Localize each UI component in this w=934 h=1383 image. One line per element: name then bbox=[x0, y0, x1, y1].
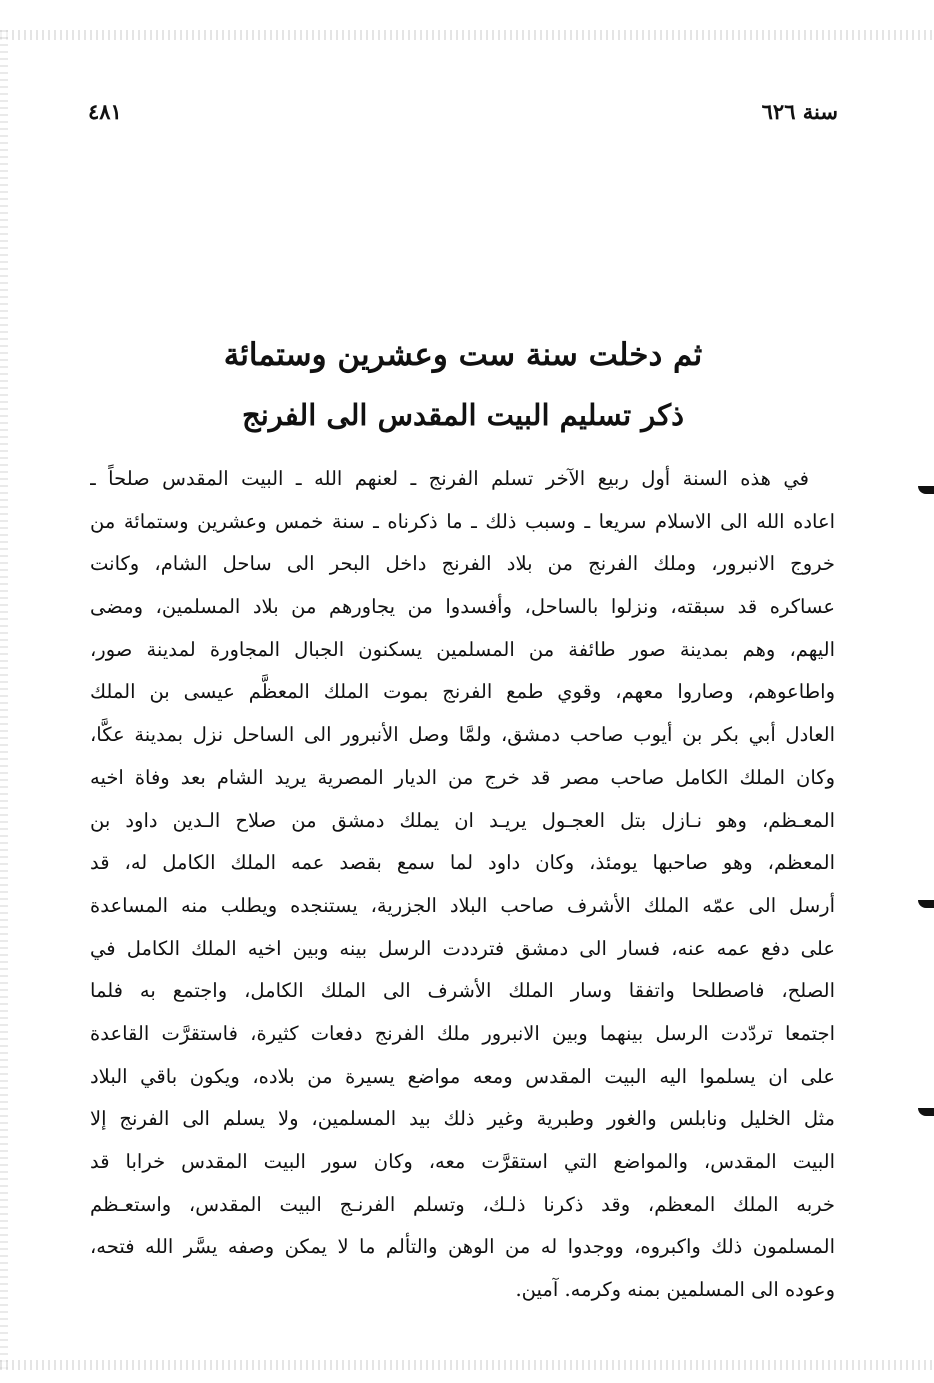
body-line-14: اجتمعا تردّدت الرسل بينهما وبين الانبرور ملك الفرنج دفعات كثيرة، فاستقرَّت القاعدة bbox=[90, 1021, 835, 1045]
body-line-11: أرسل الى عمّه الملك الأشرف صاحب البلاد الجزرية، يستنجده ويطلب منه المساعدة bbox=[90, 893, 835, 917]
margin-edge-mark bbox=[918, 900, 934, 908]
body-line-10: المعظم، وهو صاحبها يومئذ، وكان داود لما سمع بقصد عمه الملك الكامل له، قد bbox=[90, 851, 835, 875]
page-number: ٤٨١ bbox=[88, 99, 122, 124]
year-header: سنة ٦٢٦ bbox=[761, 99, 838, 124]
scan-border-bottom bbox=[0, 1360, 934, 1370]
body-line-1: في هذه السنة أول ربيع الآخر تسلم الفرنج ـ لعنهم الله ـ البيت المقدس صلحاً ـ bbox=[90, 467, 809, 490]
body-line-19: المسلمون ذلك واكبروه، ووجدوا له من الوهن والتألم ما لا يمكن وصفه يسَّر الله فتحه، bbox=[90, 1235, 835, 1259]
scan-border-top bbox=[0, 30, 934, 40]
body-line-7: العادل أبي بكر بن أيوب صاحب دمشق، ولمَّا وصل الأنبرور الى الساحل نزل بمدينة عكَّا، bbox=[90, 723, 835, 747]
body-line-17: البيت المقدس، والمواضع التي استقرَّت معه، وكان سور البيت المقدس خرابا قد bbox=[90, 1150, 835, 1173]
chapter-title: ثم دخلت سنة ست وعشرين وستمائة bbox=[223, 337, 703, 373]
body-line-5: اليهم، وهم بمدينة صور طائفة من المسلمين يسكنون الجبال المجاورة لمدينة صور، bbox=[90, 637, 835, 661]
body-text bbox=[90, 458, 835, 1312]
body-line-2: اعاده الله الى الاسلام سريعا ـ وسبب ذلك ـ ما ذكرناه ـ سنة خمس وعشرين وستمائة من bbox=[90, 509, 835, 533]
body-line-16: مثل الخليل ونابلس والغور وطبرية وغير ذلك بيد المسلمين، ولا يسلم الى الفرنج إلا bbox=[90, 1107, 835, 1131]
scan-border-left bbox=[0, 30, 8, 1370]
body-line-8: وكان الملك الكامل صاحب مصر قد خرج من الديار المصرية يريد الشام بعد وفاة اخيه bbox=[90, 765, 835, 789]
body-line-15: على ان يسلموا اليه البيت المقدس ومعه مواضع يسيرة من بلاده، ويكون باقي البلاد bbox=[90, 1064, 835, 1088]
body-line-18: خربه الملك المعظم، وقد ذكرنا ذلـك، وتسلم الفرنـج البيت المقدس، واستعـظم bbox=[90, 1192, 835, 1216]
body-line-4: عساكره قد سبقته، ونزلوا بالساحل، وأفسدوا من يجاورهم من بلاد المسلمين، ومضى bbox=[90, 595, 835, 619]
margin-edge-mark bbox=[918, 1108, 934, 1116]
body-line-9: المعـظم، وهو نـازل بتل العجـول يريـد ان يملك دمشق من صلاح الـدين داود بن bbox=[90, 808, 835, 832]
running-head bbox=[88, 99, 838, 131]
margin-edge-mark bbox=[918, 486, 934, 494]
section-title: ذكر تسليم البيت المقدس الى الفرنج bbox=[241, 398, 685, 432]
body-line-12: على دفع عمه عنه، فسار الى دمشق فترددت الرسل بينه وبين اخيه الملك الكامل في bbox=[90, 936, 835, 960]
body-line-20: وعوده الى المسلمين بمنه وكرمه. آمين. bbox=[515, 1278, 835, 1302]
body-line-6: واطاعوهم، وصاروا معهم، وقوي طمع الفرنج بموت الملك المعظَّم عيسى بن الملك bbox=[90, 680, 835, 704]
body-line-13: الصلح، فاصطلحا واتفقا وسار الملك الأشرف الى الملك الكامل، واجتمع به فلما bbox=[90, 979, 835, 1003]
body-line-3: خروج الانبرور، وملك الفرنج من بلاد الفرنج داخل البحر الى ساحل الشام، وكانت bbox=[90, 552, 835, 576]
